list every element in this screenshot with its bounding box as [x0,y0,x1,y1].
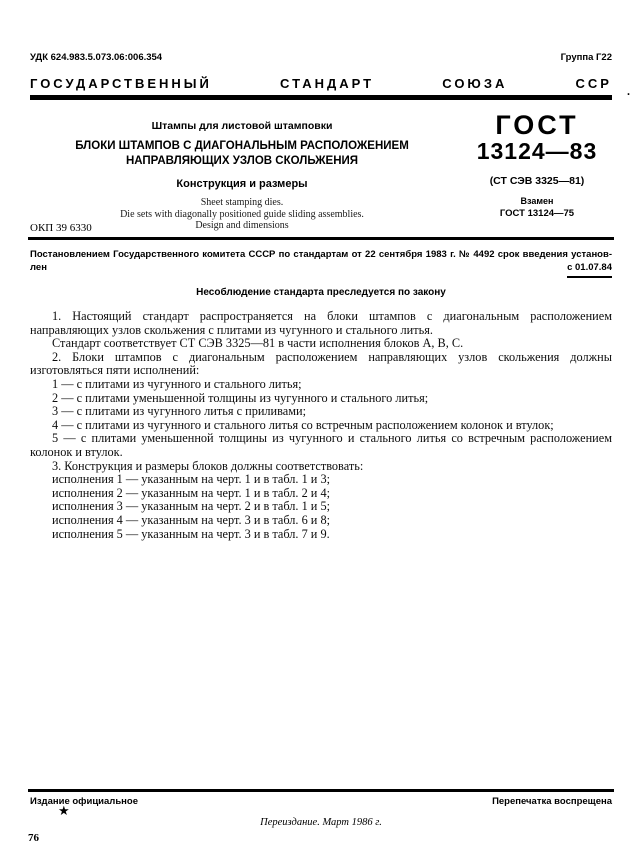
body-text [30,310,612,541]
replaced-standard: ГОСТ 13124—75 [499,208,575,219]
gost-label: ГОСТ [495,110,579,140]
gost-designation-block [458,112,616,219]
okp-code: ОКП 39 6330 [30,222,92,234]
title-block [32,120,452,232]
decree-block [30,249,612,278]
list-item: исполнения 3 — указанным на черт. 2 и в табл. 1 и 5; [52,499,331,514]
group-code: Группа Г22 [560,52,612,63]
standard-subtitle: Конструкция и размеры [176,178,308,190]
paragraph: Стандарт соответствует СТ СЭВ 3325—81 в части исполнения блоков А, В, С. [52,336,464,351]
list-item: исполнения 5 — указанным на черт. 3 и в табл. 7 и 9. [52,526,330,541]
reprint-notice: Перепечатка воспрещена [492,796,612,807]
paragraph: 1. Настоящий стандарт распространяется на блоки штампов с диагональным расположением направляющих узлов скольжения с плитами из чугунного и стального литья. [30,309,612,337]
list-item: исполнения 1 — указанным на черт. 1 и в табл. 1 и 3; [52,472,331,487]
official-edition-label: Издание официальное [30,796,138,807]
english-title-line2: Die sets with diagonally positioned guide sliding assemblies. [120,208,364,220]
horizontal-rule [28,237,614,240]
gost-number: 13124—83 [476,138,598,164]
paragraph: 3. Конструкция и размеры блоков должны соответствовать: [52,458,364,473]
reissue-note: Переиздание. Март 1986 г. [260,817,382,828]
st-sev-reference: (СТ СЭВ 3325—81) [489,175,585,187]
scan-dot-artifact: . [627,84,630,98]
decree-text: Постановлением Государственного комитета СССР по стандартам от 22 сентября 1983 г. № 4492 срок введения установ- [30,249,612,260]
banner-word: ССР [575,76,612,91]
standard-title-line2: НАПРАВЛЯЮЩИХ УЗЛОВ СКОЛЬЖЕНИЯ [125,155,359,167]
paragraph: 2. Блоки штампов с диагональным расположением направляющих узлов скольжения должны изготовляться пяти исполнений: [30,349,612,378]
banner-word: СОЮЗА [442,76,508,91]
banner-word: СТАНДАРТ [280,76,375,91]
state-standard-banner [30,76,612,100]
decree-line2 [30,262,612,278]
effective-date: с 01.07.84 [567,262,612,278]
page-number: 76 [28,832,39,844]
law-notice: Несоблюдение стандарта преследуется по закону [196,287,446,298]
decree-hyphen-tail: лен [30,262,47,273]
udc-row [30,52,612,63]
english-title-line1: Sheet stamping dies. [200,197,284,208]
list-item: 5 — с плитами уменьшенной толщины из чугунного и стального литья со встречным расположением колонок и втулок. [30,431,612,459]
replaces-label: Взамен [520,196,554,206]
english-title-line3: Design and dimensions [195,220,289,231]
star-icon: ★ [58,804,70,819]
footer-rule [28,789,614,792]
list-item: 2 — с плитами уменьшенной толщины из чугунного и стального литья; [52,390,429,405]
list-item: 4 — с плитами из чугунного и стального литья со встречным расположением колонок и втулок; [52,417,554,432]
list-item: исполнения 2 — указанным на черт. 1 и в табл. 2 и 4; [52,485,331,500]
udc-code: УДК 624.983.5.073.06:006.354 [30,52,163,63]
list-item: исполнения 4 — указанным на черт. 3 и в табл. 6 и 8; [52,512,331,527]
english-title [32,197,452,232]
list-item: 1 — с плитами из чугунного и стального литья; [52,376,302,391]
banner-word: ГОСУДАРСТВЕННЫЙ [30,76,212,91]
standard-title-line1: БЛОКИ ШТАМПОВ С ДИАГОНАЛЬНЫМ РАСПОЛОЖЕНИЕМ [75,140,409,152]
list-item: 3 — с плитами из чугунного литья с приливами; [52,404,307,419]
footer-row [30,796,612,807]
standard-category: Штампы для листовой штамповки [151,120,333,132]
